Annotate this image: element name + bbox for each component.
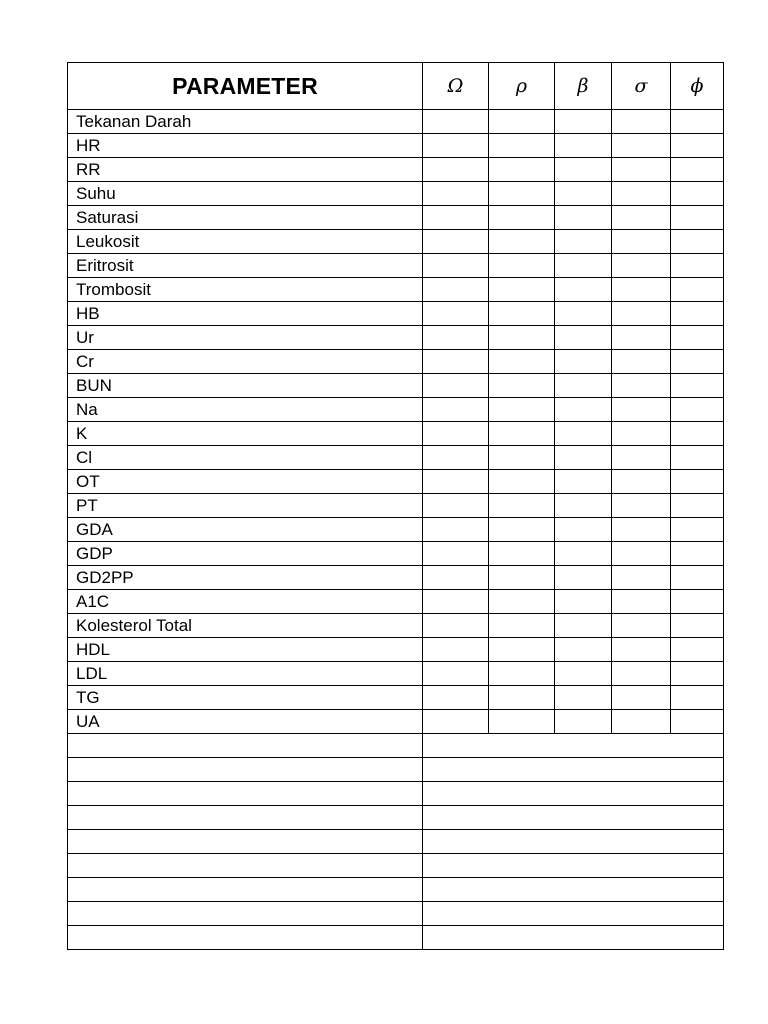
blank-parameter-cell[interactable] xyxy=(68,926,423,950)
value-cell[interactable] xyxy=(489,422,555,446)
blank-value-cell[interactable] xyxy=(423,830,724,854)
value-cell[interactable] xyxy=(555,470,612,494)
value-cell[interactable] xyxy=(423,230,489,254)
value-cell[interactable] xyxy=(423,518,489,542)
value-cell[interactable] xyxy=(612,230,671,254)
table-row xyxy=(68,278,724,302)
parameter-name: A1C xyxy=(68,590,423,614)
value-cell[interactable] xyxy=(612,206,671,230)
table-row xyxy=(68,422,724,446)
table-row xyxy=(68,590,724,614)
parameter-name: Kolesterol Total xyxy=(68,614,423,638)
value-cell[interactable] xyxy=(612,182,671,206)
value-cell[interactable] xyxy=(423,494,489,518)
value-cell[interactable] xyxy=(612,566,671,590)
parameter-name: UA xyxy=(68,710,423,734)
parameter-name: Ur xyxy=(68,326,423,350)
parameter-name: Cr xyxy=(68,350,423,374)
parameter-table xyxy=(67,62,724,950)
value-cell[interactable] xyxy=(489,206,555,230)
parameter-name: GDA xyxy=(68,518,423,542)
value-cell[interactable] xyxy=(612,374,671,398)
value-cell[interactable] xyxy=(423,278,489,302)
value-cell[interactable] xyxy=(671,494,724,518)
value-cell[interactable] xyxy=(555,374,612,398)
value-cell[interactable] xyxy=(671,350,724,374)
value-cell[interactable] xyxy=(555,590,612,614)
value-cell[interactable] xyxy=(423,302,489,326)
value-cell[interactable] xyxy=(612,446,671,470)
value-cell[interactable] xyxy=(489,470,555,494)
value-cell[interactable] xyxy=(555,566,612,590)
parameter-name: GDP xyxy=(68,542,423,566)
table-row xyxy=(68,110,724,134)
value-cell[interactable] xyxy=(489,638,555,662)
value-cell[interactable] xyxy=(423,134,489,158)
value-cell[interactable] xyxy=(489,662,555,686)
blank-parameter-cell[interactable] xyxy=(68,830,423,854)
value-cell[interactable] xyxy=(555,446,612,470)
table-row xyxy=(68,542,724,566)
parameter-name: Tekanan Darah xyxy=(68,110,423,134)
table-row xyxy=(68,134,724,158)
value-cell[interactable] xyxy=(489,398,555,422)
value-cell[interactable] xyxy=(423,614,489,638)
value-cell[interactable] xyxy=(612,662,671,686)
parameter-name: Leukosit xyxy=(68,230,423,254)
table-row xyxy=(68,686,724,710)
table-row xyxy=(68,230,724,254)
value-cell[interactable] xyxy=(671,446,724,470)
blank-row xyxy=(68,926,724,950)
value-cell[interactable] xyxy=(555,158,612,182)
value-cell[interactable] xyxy=(489,614,555,638)
table-row xyxy=(68,566,724,590)
value-cell[interactable] xyxy=(671,590,724,614)
table-row xyxy=(68,206,724,230)
value-cell[interactable] xyxy=(671,254,724,278)
value-cell[interactable] xyxy=(555,686,612,710)
table-row xyxy=(68,518,724,542)
value-cell[interactable] xyxy=(671,566,724,590)
parameter-name: OT xyxy=(68,470,423,494)
value-cell[interactable] xyxy=(489,254,555,278)
blank-parameter-cell[interactable] xyxy=(68,734,423,758)
parameter-name: HR xyxy=(68,134,423,158)
value-cell[interactable] xyxy=(671,686,724,710)
blank-row xyxy=(68,782,724,806)
table-row xyxy=(68,302,724,326)
table-row xyxy=(68,182,724,206)
value-cell[interactable] xyxy=(612,614,671,638)
value-cell[interactable] xyxy=(423,470,489,494)
blank-value-cell[interactable] xyxy=(423,782,724,806)
blank-value-cell[interactable] xyxy=(423,806,724,830)
value-cell[interactable] xyxy=(423,446,489,470)
value-cell[interactable] xyxy=(423,374,489,398)
value-cell[interactable] xyxy=(612,254,671,278)
value-cell[interactable] xyxy=(555,230,612,254)
blank-parameter-cell[interactable] xyxy=(68,782,423,806)
blank-row xyxy=(68,902,724,926)
value-cell[interactable] xyxy=(423,326,489,350)
value-cell[interactable] xyxy=(671,302,724,326)
parameter-name: Cl xyxy=(68,446,423,470)
table-row xyxy=(68,710,724,734)
table-row xyxy=(68,470,724,494)
parameter-name: TG xyxy=(68,686,423,710)
value-cell[interactable] xyxy=(555,278,612,302)
value-cell[interactable] xyxy=(489,302,555,326)
value-cell[interactable] xyxy=(671,158,724,182)
value-cell[interactable] xyxy=(671,182,724,206)
value-cell[interactable] xyxy=(671,134,724,158)
value-cell[interactable] xyxy=(423,110,489,134)
value-cell[interactable] xyxy=(423,686,489,710)
value-cell[interactable] xyxy=(489,350,555,374)
parameter-name: BUN xyxy=(68,374,423,398)
value-cell[interactable] xyxy=(489,374,555,398)
value-cell[interactable] xyxy=(489,326,555,350)
value-cell[interactable] xyxy=(489,182,555,206)
blank-value-cell[interactable] xyxy=(423,734,724,758)
header-row xyxy=(68,63,724,110)
value-cell[interactable] xyxy=(671,110,724,134)
value-cell[interactable] xyxy=(423,350,489,374)
blank-row xyxy=(68,758,724,782)
blank-parameter-cell[interactable] xyxy=(68,878,423,902)
value-cell[interactable] xyxy=(423,638,489,662)
blank-row xyxy=(68,878,724,902)
blank-row xyxy=(68,854,724,878)
value-cell[interactable] xyxy=(671,206,724,230)
value-cell[interactable] xyxy=(489,686,555,710)
parameter-name: RR xyxy=(68,158,423,182)
value-cell[interactable] xyxy=(555,134,612,158)
value-cell[interactable] xyxy=(555,494,612,518)
value-cell[interactable] xyxy=(489,566,555,590)
value-cell[interactable] xyxy=(555,350,612,374)
blank-row xyxy=(68,806,724,830)
value-cell[interactable] xyxy=(489,278,555,302)
value-cell[interactable] xyxy=(555,638,612,662)
parameter-name: HDL xyxy=(68,638,423,662)
value-cell[interactable] xyxy=(423,254,489,278)
parameter-name: Eritrosit xyxy=(68,254,423,278)
parameter-name: HB xyxy=(68,302,423,326)
value-cell[interactable] xyxy=(555,302,612,326)
value-cell[interactable] xyxy=(423,206,489,230)
sigma-header: σ xyxy=(612,63,671,110)
value-cell[interactable] xyxy=(423,182,489,206)
value-cell[interactable] xyxy=(423,398,489,422)
value-cell[interactable] xyxy=(489,134,555,158)
value-cell[interactable] xyxy=(612,710,671,734)
value-cell[interactable] xyxy=(612,134,671,158)
parameter-name: PT xyxy=(68,494,423,518)
table-row xyxy=(68,326,724,350)
value-cell[interactable] xyxy=(489,110,555,134)
parameter-header: PARAMETER xyxy=(68,63,423,110)
value-cell[interactable] xyxy=(671,710,724,734)
value-cell[interactable] xyxy=(671,422,724,446)
value-cell[interactable] xyxy=(671,398,724,422)
value-cell[interactable] xyxy=(612,542,671,566)
value-cell[interactable] xyxy=(423,710,489,734)
value-cell[interactable] xyxy=(671,326,724,350)
phi-header: ϕ xyxy=(671,63,724,110)
blank-value-cell[interactable] xyxy=(423,878,724,902)
blank-parameter-cell[interactable] xyxy=(68,758,423,782)
table-body xyxy=(68,110,724,950)
value-cell[interactable] xyxy=(671,542,724,566)
table-row xyxy=(68,158,724,182)
value-cell[interactable] xyxy=(489,590,555,614)
parameter-name: K xyxy=(68,422,423,446)
blank-row xyxy=(68,734,724,758)
value-cell[interactable] xyxy=(671,374,724,398)
table-row xyxy=(68,254,724,278)
table-row xyxy=(68,662,724,686)
value-cell[interactable] xyxy=(423,422,489,446)
value-cell[interactable] xyxy=(423,542,489,566)
value-cell[interactable] xyxy=(612,590,671,614)
value-cell[interactable] xyxy=(612,470,671,494)
value-cell[interactable] xyxy=(555,614,612,638)
value-cell[interactable] xyxy=(555,710,612,734)
beta-header: β xyxy=(555,63,612,110)
value-cell[interactable] xyxy=(671,662,724,686)
table-row xyxy=(68,614,724,638)
value-cell[interactable] xyxy=(555,662,612,686)
value-cell[interactable] xyxy=(489,710,555,734)
value-cell[interactable] xyxy=(612,350,671,374)
blank-value-cell[interactable] xyxy=(423,854,724,878)
table-row xyxy=(68,446,724,470)
parameter-name: Saturasi xyxy=(68,206,423,230)
table-row xyxy=(68,374,724,398)
value-cell[interactable] xyxy=(555,182,612,206)
value-cell[interactable] xyxy=(671,230,724,254)
value-cell[interactable] xyxy=(671,470,724,494)
value-cell[interactable] xyxy=(671,278,724,302)
value-cell[interactable] xyxy=(423,566,489,590)
table-row xyxy=(68,494,724,518)
blank-row xyxy=(68,830,724,854)
value-cell[interactable] xyxy=(612,494,671,518)
blank-value-cell[interactable] xyxy=(423,902,724,926)
table-row xyxy=(68,350,724,374)
value-cell[interactable] xyxy=(555,542,612,566)
blank-value-cell[interactable] xyxy=(423,758,724,782)
value-cell[interactable] xyxy=(612,638,671,662)
parameter-name: GD2PP xyxy=(68,566,423,590)
value-cell[interactable] xyxy=(555,326,612,350)
value-cell[interactable] xyxy=(489,158,555,182)
value-cell[interactable] xyxy=(612,302,671,326)
blank-parameter-cell[interactable] xyxy=(68,902,423,926)
rho-header: ρ xyxy=(489,63,555,110)
value-cell[interactable] xyxy=(612,158,671,182)
value-cell[interactable] xyxy=(423,590,489,614)
value-cell[interactable] xyxy=(555,254,612,278)
value-cell[interactable] xyxy=(612,686,671,710)
value-cell[interactable] xyxy=(555,518,612,542)
blank-value-cell[interactable] xyxy=(423,926,724,950)
value-cell[interactable] xyxy=(423,662,489,686)
value-cell[interactable] xyxy=(489,446,555,470)
value-cell[interactable] xyxy=(489,230,555,254)
value-cell[interactable] xyxy=(489,542,555,566)
value-cell[interactable] xyxy=(555,206,612,230)
value-cell[interactable] xyxy=(489,494,555,518)
table-row xyxy=(68,638,724,662)
value-cell[interactable] xyxy=(612,518,671,542)
value-cell[interactable] xyxy=(555,422,612,446)
value-cell[interactable] xyxy=(612,422,671,446)
value-cell[interactable] xyxy=(612,326,671,350)
value-cell[interactable] xyxy=(612,398,671,422)
blank-parameter-cell[interactable] xyxy=(68,806,423,830)
value-cell[interactable] xyxy=(612,278,671,302)
value-cell[interactable] xyxy=(671,638,724,662)
omega-header: Ω xyxy=(423,63,489,110)
value-cell[interactable] xyxy=(555,398,612,422)
table-row xyxy=(68,398,724,422)
value-cell[interactable] xyxy=(423,158,489,182)
parameter-name: Na xyxy=(68,398,423,422)
value-cell[interactable] xyxy=(671,518,724,542)
parameter-name: LDL xyxy=(68,662,423,686)
parameter-name: Trombosit xyxy=(68,278,423,302)
value-cell[interactable] xyxy=(612,110,671,134)
value-cell[interactable] xyxy=(671,614,724,638)
parameter-name: Suhu xyxy=(68,182,423,206)
value-cell[interactable] xyxy=(555,110,612,134)
blank-parameter-cell[interactable] xyxy=(68,854,423,878)
value-cell[interactable] xyxy=(489,518,555,542)
